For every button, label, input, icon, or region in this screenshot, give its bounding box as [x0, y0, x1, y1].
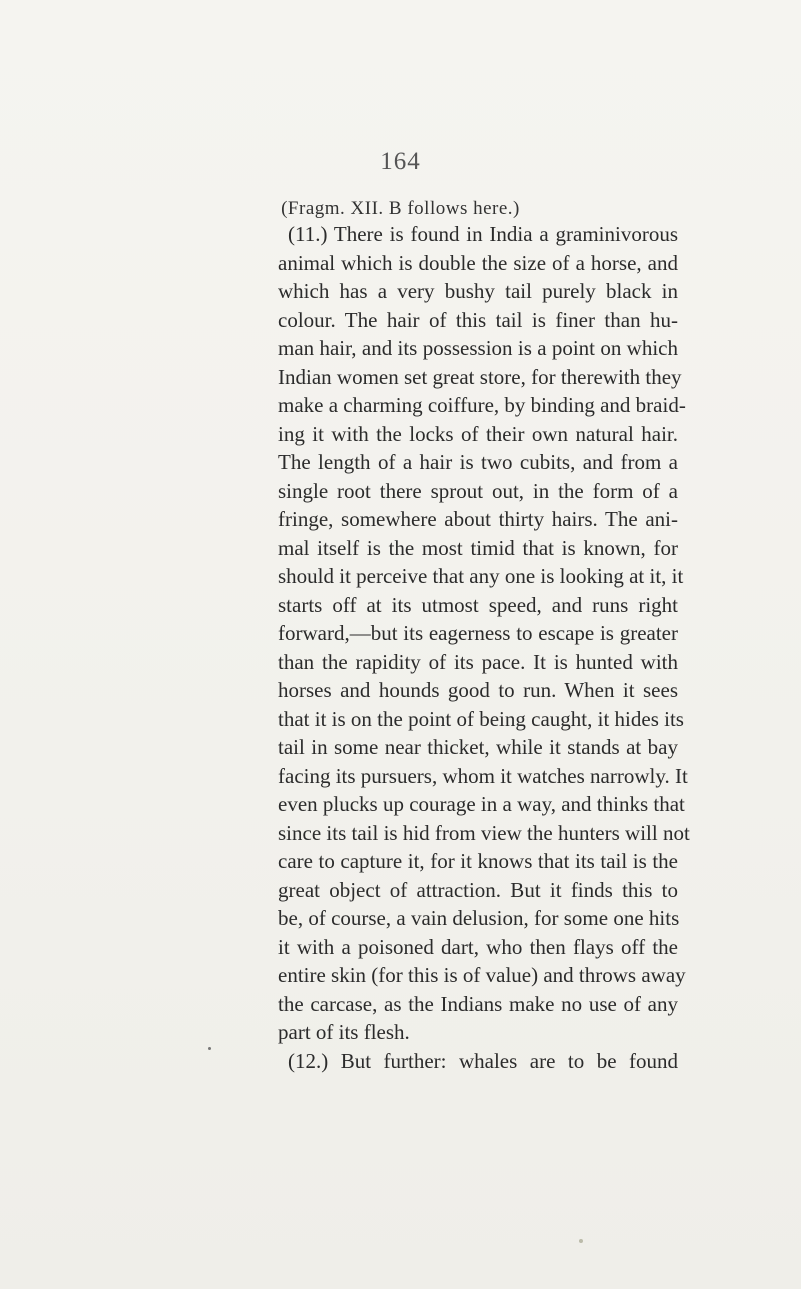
text-line: than the rapidity of its pace. It is hunted with [278, 649, 678, 674]
fragment-note: (Fragm. XII. B follows here.) [281, 198, 520, 219]
text-line: the carcase, as the Indians make no use of any [278, 991, 678, 1016]
text-line: single root there sprout out, in the form of a [278, 478, 678, 503]
text-line: that it is on the point of being caught, it hides its [278, 706, 684, 731]
text-line: even plucks up courage in a way, and thinks that [278, 792, 685, 816]
text-line: forward,—but its eagerness to escape is greater [278, 621, 678, 645]
text-line: care to capture it, for it knows that its tail is the [278, 849, 678, 873]
body-text [278, 220, 690, 1075]
text-line: colour. The hair of this tail is finer than hu- [278, 307, 678, 332]
text-line: part of its flesh. [278, 1020, 410, 1044]
text-line: (12.) But further: whales are to be found [288, 1048, 678, 1073]
page-number: 164 [380, 148, 421, 175]
text-line: mal itself is the most timid that is known, for [278, 535, 678, 560]
text-line: entire skin (for this is of value) and throws away [278, 963, 686, 987]
text-line: fringe, somewhere about thirty hairs. The ani- [278, 507, 678, 531]
paper-speck [579, 1239, 583, 1243]
text-line: horses and hounds good to run. When it sees [278, 678, 678, 702]
text-line: which has a very bushy tail purely black in [278, 279, 678, 303]
text-line: man hair, and its possession is a point on which [278, 336, 678, 360]
text-line: ing it with the locks of their own natural hair. [278, 421, 678, 446]
text-line: should it perceive that any one is looking at it, it [278, 564, 684, 588]
text-line: make a charming coiffure, by binding and braid- [278, 393, 686, 417]
paper-speck [208, 1047, 211, 1050]
text-line: (11.) There is found in India a graminivorous [288, 222, 678, 246]
text-line: starts off at its utmost speed, and runs right [278, 592, 678, 617]
text-line: animal which is double the size of a horse, and [278, 250, 678, 275]
text-line: Indian women set great store, for therewith they [278, 364, 682, 389]
text-line: be, of course, a vain delusion, for some one hits [278, 906, 680, 930]
text-line: great object of attraction. But it finds this to [278, 877, 678, 902]
text-line: The length of a hair is two cubits, and from a [278, 450, 678, 474]
text-line: facing its pursuers, whom it watches narrowly. It [278, 763, 688, 788]
text-line: since its tail is hid from view the hunters will not [278, 820, 690, 845]
text-line: it with a poisoned dart, who then flays off the [278, 934, 678, 959]
text-line: tail in some near thicket, while it stands at bay [278, 735, 678, 759]
